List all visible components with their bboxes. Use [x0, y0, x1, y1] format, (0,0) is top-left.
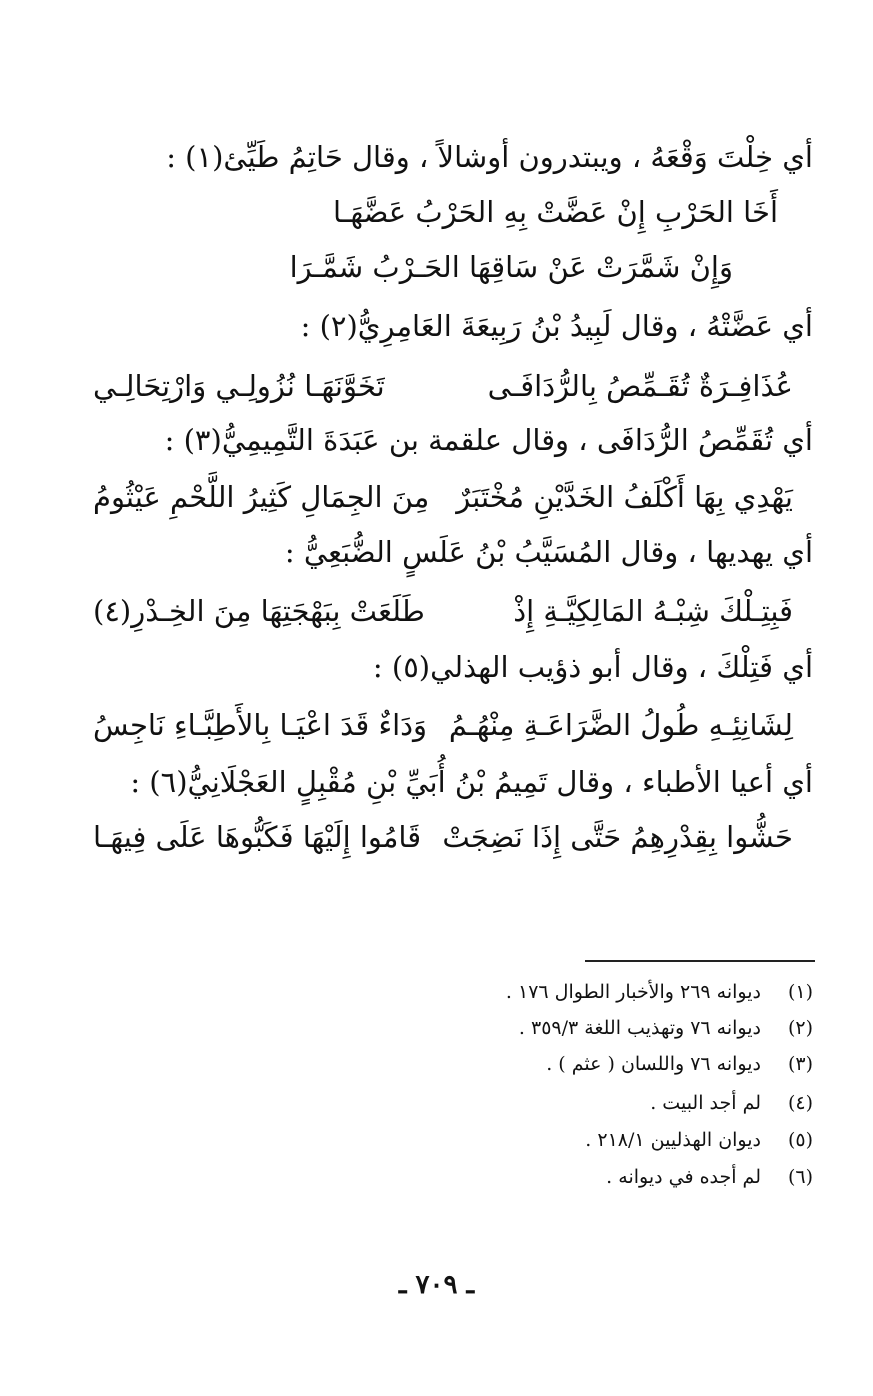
footnote-text: ديوان الهذليين ٢١٨/١ . [585, 1129, 761, 1151]
verse-line-1: أَخَا الحَرْبِ إِنْ عَضَّتْ بِهِ الحَرْبُ عَضَّهَـا [332, 195, 778, 229]
footnote [113, 1126, 813, 1154]
footnote-number: (٣) [787, 1053, 813, 1075]
verse-hemistich-first: عُذَافِـرَةٌ تُقَـمِّصُ بِالرُّدَافَـى [487, 369, 793, 403]
verse-hemistich-first: لِشَانِئِـهِ طُولُ الضَّرَاعَـةِ مِنْهُـمُ [448, 708, 793, 742]
footnote-text: ديوانه ٧٦ وتهذيب اللغة ٣٥٩/٣ . [518, 1017, 761, 1039]
prose-line-1: أي خِلْتَ وَقْعَهُ ، ويبتدرون أوشالاً ، وقال حَاتِمُ طَيِّئ(١) : [166, 140, 813, 174]
verse-line-2: وَإِنْ شَمَّرَتْ عَنْ سَاقِهَا الحَـرْبُ شَمَّـرَا [289, 250, 733, 284]
verse-hemistich-second: وَدَاءٌ قَدَ اعْيَـا بِالأَطِبَّـاءِ نَاجِسُ [93, 708, 428, 742]
verse-line-6 [93, 703, 793, 747]
footnote [113, 1014, 813, 1042]
footnote-text: لم أجد البيت . [650, 1092, 761, 1114]
footnote-number: (٢) [787, 1017, 813, 1039]
verse-hemistich-first: فَبِتِـلْكَ شِبْـهُ المَالِكِيَّـةِ إِذْ [513, 594, 793, 628]
verse-line-5 [93, 589, 793, 633]
footnote [113, 1163, 813, 1191]
verse-hemistich-second: طَلَعَتْ بِبَهْجَتِهَا مِنَ الخِـدْرِ(٤) [93, 594, 425, 628]
footnote-text: ديوانه ٢٦٩ والأخبار الطوال ١٧٦ . [505, 981, 761, 1003]
verse-line-4 [93, 475, 793, 519]
footnote [113, 1050, 813, 1078]
footnote-number: (١) [787, 981, 813, 1003]
page-number: ـ ٧٠٩ ـ [398, 1270, 475, 1300]
verse-line-3 [93, 364, 793, 408]
prose-line-2: أي عَضَّتْهُ ، وقال لَبِيدُ بْنُ رَبِيعَةَ العَامِرِيُّ(٢) : [300, 309, 813, 343]
footnote-separator [585, 960, 815, 962]
verse-hemistich-second: قَامُوا إِلَيْهَا فَكَبُّوهَا عَلَى فِيهَـا [93, 820, 422, 854]
footnote-text: ديوانه ٧٦ واللسان ( عثم ) . [546, 1053, 761, 1075]
footnote-number: (٦) [787, 1166, 813, 1188]
footnote-number: (٤) [787, 1092, 813, 1114]
prose-line-4: أي يهديها ، وقال المُسَيَّبُ بْنُ عَلَسٍ الضُّبَعِيُّ : [284, 535, 813, 569]
verse-line-7 [93, 815, 793, 859]
footnote-number: (٥) [787, 1129, 813, 1151]
footnote-text: لم أجده في ديوانه . [606, 1166, 761, 1188]
prose-line-6: أي أعيا الأطباء ، وقال تَمِيمُ بْنُ أُبَيِّ بْنِ مُقْبِلٍ العَجْلَانِيُّ(٦) : [130, 765, 813, 799]
prose-line-5: أي فَتِلْكَ ، وقال أبو ذؤيب الهذلي(٥) : [372, 650, 813, 684]
verse-hemistich-first: حَشُّوا بِقِدْرِهِمُ حَتَّى إِذَا نَضِجَتْ [442, 820, 793, 854]
footnote [113, 1089, 813, 1117]
verse-hemistich-first: يَهْدِي بِهَا أَكْلَفُ الخَدَّيْنِ مُخْتَبَرٌ [456, 480, 793, 514]
verse-hemistich-second: مِنَ الجِمَالِ كَثِيرُ اللَّحْمِ عَيْثُومُ [93, 480, 430, 514]
verse-hemistich-second: تَخَوَّنَهَـا نُزُولِـي وَارْتِحَالِـي [93, 369, 385, 403]
prose-line-3: أي تُقَمِّصُ الرُّدَافَى ، وقال علقمة بن عَبَدَةَ التَّمِيمِيُّ(٣) : [164, 423, 813, 457]
footnote [113, 978, 813, 1006]
